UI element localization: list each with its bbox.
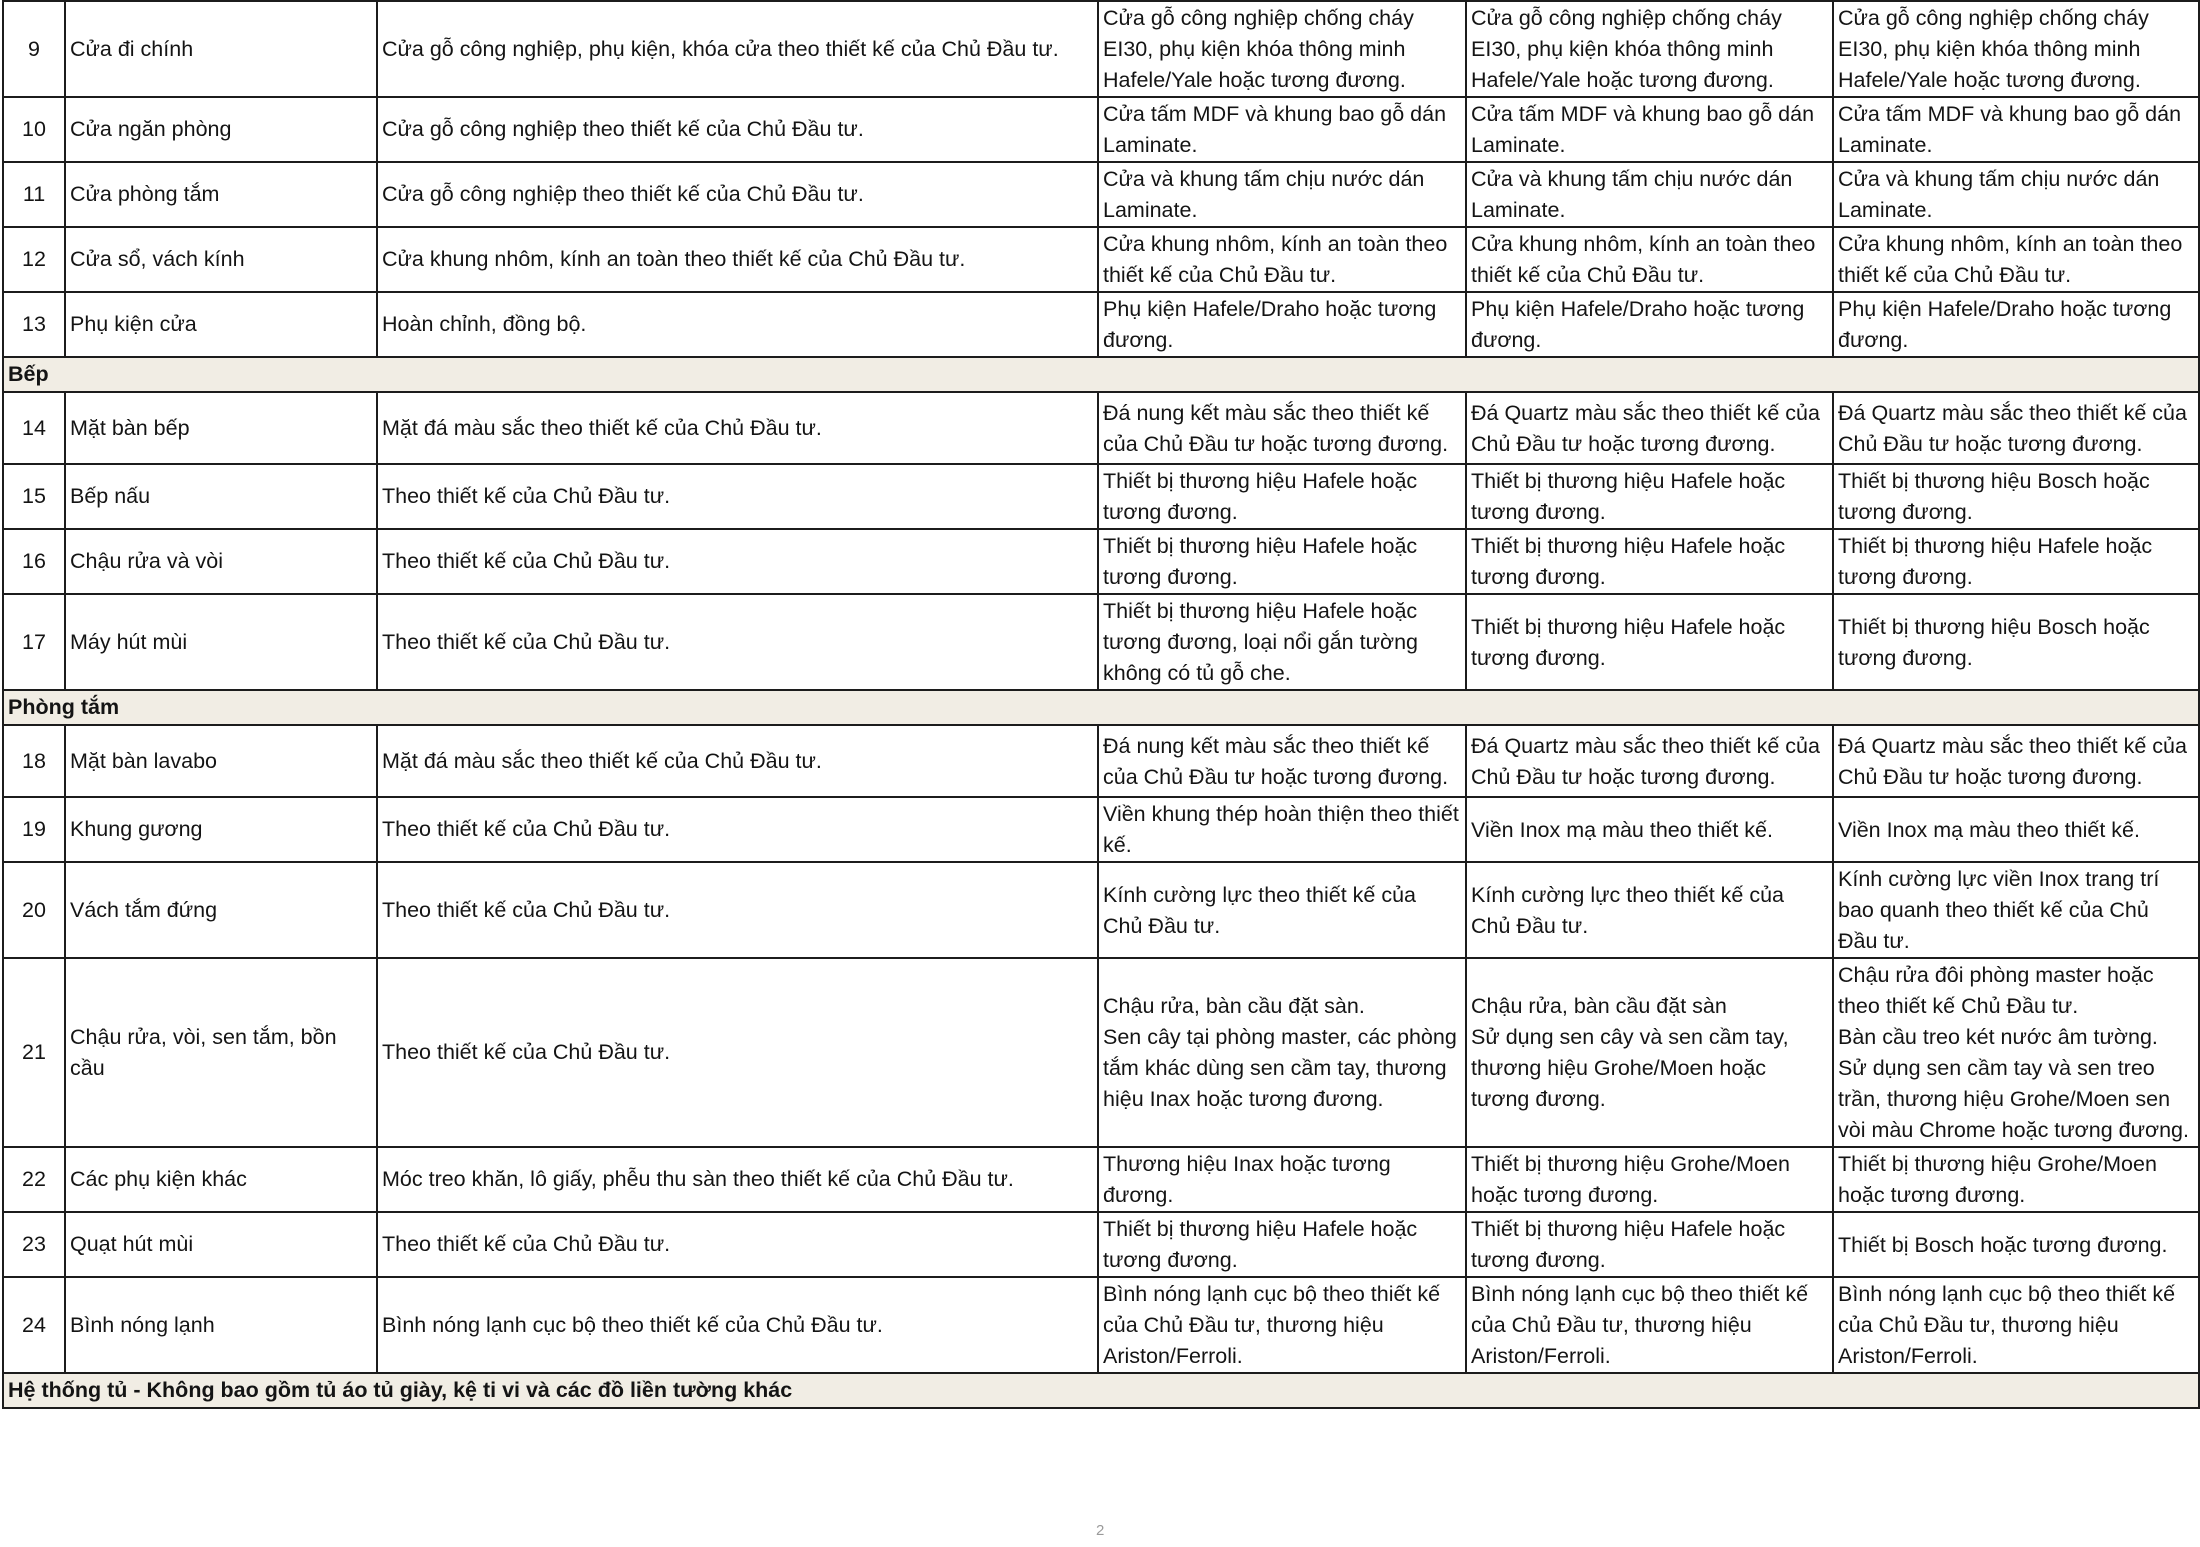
table-row [3,97,2199,162]
option-b-spec-cell: Bình nóng lạnh cục bộ theo thiết kế của Chủ Đầu tư, thương hiệu Ariston/Ferroli. [1466,1277,1833,1373]
general-spec-cell: Cửa khung nhôm, kính an toàn theo thiết kế của Chủ Đầu tư. [377,227,1098,292]
option-a-spec-cell: Thiết bị thương hiệu Hafele hoặc tương đương. [1098,464,1466,529]
option-c-spec-cell: Phụ kiện Hafele/Draho hoặc tương đương. [1833,292,2199,357]
option-a-spec-cell: Thiết bị thương hiệu Hafele hoặc tương đương. [1098,529,1466,594]
item-number-cell: 14 [3,392,65,464]
item-name-cell: Bình nóng lạnh [65,1277,377,1373]
item-name-cell: Các phụ kiện khác [65,1147,377,1212]
table-row [3,1212,2199,1277]
table-row [3,392,2199,464]
section-title: Phòng tắm [3,690,2199,725]
table-row [3,862,2199,958]
option-a-spec-cell: Cửa khung nhôm, kính an toàn theo thiết kế của Chủ Đầu tư. [1098,227,1466,292]
section-header-row [3,690,2199,725]
section-header-row [3,357,2199,392]
option-a-spec-cell: Cửa và khung tấm chịu nước dán Laminate. [1098,162,1466,227]
option-c-spec-cell: Thiết bị thương hiệu Hafele hoặc tương đương. [1833,529,2199,594]
table-row [3,725,2199,797]
item-number-cell: 12 [3,227,65,292]
option-c-spec-cell: Chậu rửa đôi phòng master hoặc theo thiết kế Chủ Đầu tư. Bàn cầu treo két nước âm tường. Sử dụng sen cầm tay và sen treo trần, thương hiệu Grohe/Moen sen vòi màu Chrome hoặc tương đương. [1833,958,2199,1147]
option-c-spec-cell: Cửa và khung tấm chịu nước dán Laminate. [1833,162,2199,227]
item-number-cell: 9 [3,1,65,97]
general-spec-cell: Theo thiết kế của Chủ Đầu tư. [377,958,1098,1147]
item-number-cell: 18 [3,725,65,797]
table-row [3,292,2199,357]
item-number-cell: 10 [3,97,65,162]
item-name-cell: Cửa sổ, vách kính [65,227,377,292]
option-c-spec-cell: Đá Quartz màu sắc theo thiết kế của Chủ Đầu tư hoặc tương đương. [1833,392,2199,464]
general-spec-cell: Theo thiết kế của Chủ Đầu tư. [377,464,1098,529]
option-a-spec-cell: Phụ kiện Hafele/Draho hoặc tương đương. [1098,292,1466,357]
section-title: Hệ thống tủ - Không bao gồm tủ áo tủ giày, kệ ti vi và các đồ liền tường khác [3,1373,2199,1408]
item-name-cell: Phụ kiện cửa [65,292,377,357]
table-row [3,1277,2199,1373]
option-a-spec-cell: Thiết bị thương hiệu Hafele hoặc tương đương. [1098,1212,1466,1277]
option-b-spec-cell: Đá Quartz màu sắc theo thiết kế của Chủ Đầu tư hoặc tương đương. [1466,392,1833,464]
item-number-cell: 23 [3,1212,65,1277]
option-b-spec-cell: Cửa tấm MDF và khung bao gỗ dán Laminate. [1466,97,1833,162]
option-a-spec-cell: Thiết bị thương hiệu Hafele hoặc tương đương, loại nổi gắn tường không có tủ gỗ che. [1098,594,1466,690]
option-b-spec-cell: Cửa và khung tấm chịu nước dán Laminate. [1466,162,1833,227]
table-row [3,594,2199,690]
option-c-spec-cell: Đá Quartz màu sắc theo thiết kế của Chủ Đầu tư hoặc tương đương. [1833,725,2199,797]
general-spec-cell: Hoàn chỉnh, đồng bộ. [377,292,1098,357]
item-number-cell: 16 [3,529,65,594]
item-name-cell: Quạt hút mùi [65,1212,377,1277]
item-name-cell: Bếp nấu [65,464,377,529]
table-row [3,162,2199,227]
general-spec-cell: Cửa gỗ công nghiệp, phụ kiện, khóa cửa theo thiết kế của Chủ Đầu tư. [377,1,1098,97]
table-row [3,1,2199,97]
item-name-cell: Mặt bàn bếp [65,392,377,464]
option-b-spec-cell: Thiết bị thương hiệu Hafele hoặc tương đương. [1466,464,1833,529]
section-title: Bếp [3,357,2199,392]
item-number-cell: 13 [3,292,65,357]
option-c-spec-cell: Cửa tấm MDF và khung bao gỗ dán Laminate. [1833,97,2199,162]
general-spec-cell: Theo thiết kế của Chủ Đầu tư. [377,797,1098,862]
option-a-spec-cell: Cửa gỗ công nghiệp chống cháy EI30, phụ kiện khóa thông minh Hafele/Yale hoặc tương đương. [1098,1,1466,97]
option-a-spec-cell: Đá nung kết màu sắc theo thiết kế của Chủ Đầu tư hoặc tương đương. [1098,392,1466,464]
item-name-cell: Mặt bàn lavabo [65,725,377,797]
option-c-spec-cell: Thiết bị Bosch hoặc tương đương. [1833,1212,2199,1277]
table-row [3,1147,2199,1212]
option-a-spec-cell: Thương hiệu Inax hoặc tương đương. [1098,1147,1466,1212]
option-a-spec-cell: Cửa tấm MDF và khung bao gỗ dán Laminate. [1098,97,1466,162]
item-name-cell: Cửa phòng tắm [65,162,377,227]
option-c-spec-cell: Kính cường lực viền Inox trang trí bao quanh theo thiết kế của Chủ Đầu tư. [1833,862,2199,958]
option-b-spec-cell: Chậu rửa, bàn cầu đặt sàn Sử dụng sen cây và sen cầm tay, thương hiệu Grohe/Moen hoặc tương đương. [1466,958,1833,1147]
option-b-spec-cell: Cửa gỗ công nghiệp chống cháy EI30, phụ kiện khóa thông minh Hafele/Yale hoặc tương đương. [1466,1,1833,97]
option-b-spec-cell: Thiết bị thương hiệu Hafele hoặc tương đương. [1466,1212,1833,1277]
table-row [3,464,2199,529]
option-c-spec-cell: Thiết bị thương hiệu Bosch hoặc tương đương. [1833,464,2199,529]
item-number-cell: 17 [3,594,65,690]
page-number: 2 [1096,1522,1105,1539]
table-row [3,227,2199,292]
item-name-cell: Khung gương [65,797,377,862]
item-name-cell: Cửa ngăn phòng [65,97,377,162]
option-c-spec-cell: Cửa khung nhôm, kính an toàn theo thiết kế của Chủ Đầu tư. [1833,227,2199,292]
option-b-spec-cell: Phụ kiện Hafele/Draho hoặc tương đương. [1466,292,1833,357]
item-number-cell: 19 [3,797,65,862]
general-spec-cell: Mặt đá màu sắc theo thiết kế của Chủ Đầu tư. [377,392,1098,464]
option-c-spec-cell: Thiết bị thương hiệu Bosch hoặc tương đương. [1833,594,2199,690]
option-b-spec-cell: Thiết bị thương hiệu Grohe/Moen hoặc tương đương. [1466,1147,1833,1212]
table-row [3,797,2199,862]
item-number-cell: 24 [3,1277,65,1373]
item-number-cell: 15 [3,464,65,529]
item-number-cell: 20 [3,862,65,958]
general-spec-cell: Theo thiết kế của Chủ Đầu tư. [377,529,1098,594]
item-name-cell: Cửa đi chính [65,1,377,97]
general-spec-cell: Theo thiết kế của Chủ Đầu tư. [377,1212,1098,1277]
general-spec-cell: Mặt đá màu sắc theo thiết kế của Chủ Đầu tư. [377,725,1098,797]
option-b-spec-cell: Thiết bị thương hiệu Hafele hoặc tương đương. [1466,594,1833,690]
option-a-spec-cell: Viền khung thép hoàn thiện theo thiết kế. [1098,797,1466,862]
option-a-spec-cell: Chậu rửa, bàn cầu đặt sàn. Sen cây tại phòng master, các phòng tắm khác dùng sen cầm tay, thương hiệu Inax hoặc tương đương. [1098,958,1466,1147]
general-spec-cell: Theo thiết kế của Chủ Đầu tư. [377,594,1098,690]
general-spec-cell: Cửa gỗ công nghiệp theo thiết kế của Chủ Đầu tư. [377,97,1098,162]
option-a-spec-cell: Kính cường lực theo thiết kế của Chủ Đầu tư. [1098,862,1466,958]
general-spec-cell: Cửa gỗ công nghiệp theo thiết kế của Chủ Đầu tư. [377,162,1098,227]
section-header-row [3,1373,2199,1408]
item-name-cell: Chậu rửa và vòi [65,529,377,594]
option-b-spec-cell: Viền Inox mạ màu theo thiết kế. [1466,797,1833,862]
item-name-cell: Vách tắm đứng [65,862,377,958]
table-row [3,529,2199,594]
item-number-cell: 21 [3,958,65,1147]
option-b-spec-cell: Cửa khung nhôm, kính an toàn theo thiết kế của Chủ Đầu tư. [1466,227,1833,292]
option-b-spec-cell: Đá Quartz màu sắc theo thiết kế của Chủ Đầu tư hoặc tương đương. [1466,725,1833,797]
option-c-spec-cell: Viền Inox mạ màu theo thiết kế. [1833,797,2199,862]
option-b-spec-cell: Kính cường lực theo thiết kế của Chủ Đầu tư. [1466,862,1833,958]
option-a-spec-cell: Đá nung kết màu sắc theo thiết kế của Chủ Đầu tư hoặc tương đương. [1098,725,1466,797]
specification-table [2,0,2200,1409]
general-spec-cell: Móc treo khăn, lô giấy, phễu thu sàn theo thiết kế của Chủ Đầu tư. [377,1147,1098,1212]
table-row [3,958,2199,1147]
item-number-cell: 11 [3,162,65,227]
general-spec-cell: Bình nóng lạnh cục bộ theo thiết kế của Chủ Đầu tư. [377,1277,1098,1373]
option-a-spec-cell: Bình nóng lạnh cục bộ theo thiết kế của Chủ Đầu tư, thương hiệu Ariston/Ferroli. [1098,1277,1466,1373]
item-name-cell: Máy hút mùi [65,594,377,690]
option-b-spec-cell: Thiết bị thương hiệu Hafele hoặc tương đương. [1466,529,1833,594]
item-name-cell: Chậu rửa, vòi, sen tắm, bồn cầu [65,958,377,1147]
option-c-spec-cell: Cửa gỗ công nghiệp chống cháy EI30, phụ kiện khóa thông minh Hafele/Yale hoặc tương đương. [1833,1,2199,97]
general-spec-cell: Theo thiết kế của Chủ Đầu tư. [377,862,1098,958]
option-c-spec-cell: Thiết bị thương hiệu Grohe/Moen hoặc tương đương. [1833,1147,2199,1212]
item-number-cell: 22 [3,1147,65,1212]
option-c-spec-cell: Bình nóng lạnh cục bộ theo thiết kế của Chủ Đầu tư, thương hiệu Ariston/Ferroli. [1833,1277,2199,1373]
